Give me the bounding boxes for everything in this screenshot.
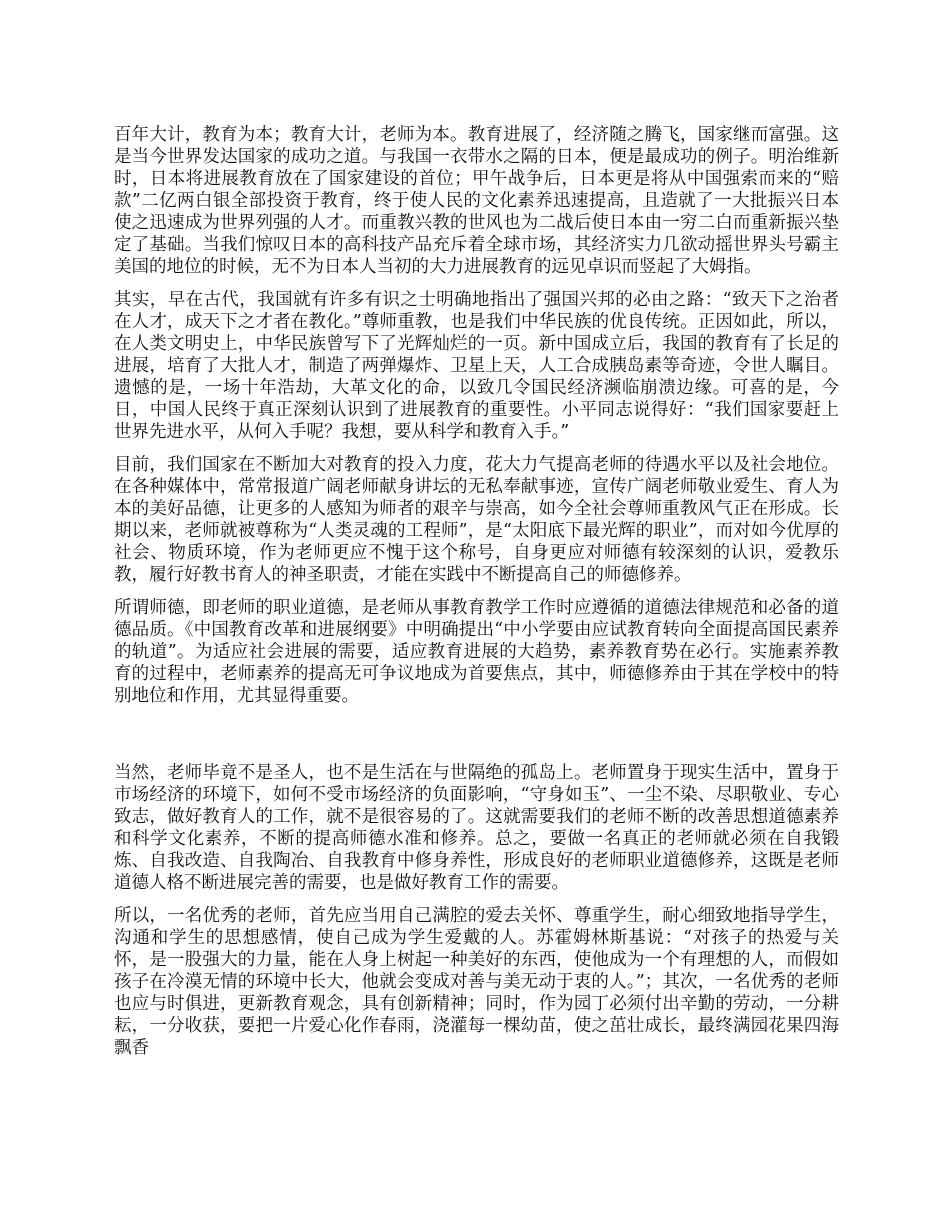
paragraph-3: 目前，我们国家在不断加大对教育的投入力度，花大力气提高老师的待遇水平以及社会地位。在各种媒体中，常常报道广阔老师献身讲坛的无私奉献事迹，宣传广阔老师敬业爱生、育人为本的美好品德，让更多的人感知为师者的艰辛与崇高，如今全社会尊师重教风气正在形成。长期以来，老师就被尊称为“人类灵魂的工程师”，是“太阳底下最光辉的职业”，而对如今优厚的社会、物质环境，作为老师更应不愧于这个称号，自身更应对师德有较深刻的认识，爱教乐教，履行好教书育人的神圣职责，才能在实践中不断提高自己的师德修养。 <box>114 455 839 585</box>
paragraph-2: 其实，早在古代，我国就有许多有识之士明确地指出了强国兴邦的必由之路：“致天下之治者在人才，成天下之才者在教化。”尊师重教，也是我们中华民族的优良传统。正因如此，所以，在人类文明史上，中华民族曾写下了光辉灿烂的一页。新中国成立后，我国的教育有了长足的进展，培育了大批人才，制造了两弹爆炸、卫星上天，人工合成胰岛素等奇迹，令世人瞩目。遗憾的是，一场十年浩劫，大革文化的命，以致几令国民经济濒临崩溃边缘。可喜的是，今日，中国人民终于真正深刻认识到了进展教育的重要性。小平同志说得好：“我们国家要赶上世界先进水平，从何入手呢？我想，要从科学和教育入手。” <box>114 290 839 442</box>
document-body <box>114 124 839 1070</box>
section-gap <box>114 718 839 762</box>
paragraph-6: 所以，一名优秀的老师，首先应当用自己满腔的爱去关怀、尊重学生，耐心细致地指导学生，沟通和学生的思想感情，使自己成为学生爱戴的人。苏霍姆林斯基说：“对孩子的热爱与关怀，是一股强大的力量，能在人身上树起一种美好的东西，使他成为一个有理想的人，而假如孩子在冷漠无情的环境中长大，他就会变成对善与美无动于衷的人。”；其次，一名优秀的老师也应与时俱进，更新教育观念，具有创新精神；同时，作为园丁必须付出辛勤的劳动，一分耕耘，一分收获，要把一片爱心化作春雨，浇灌每一棵幼苗，使之茁壮成长，最终满园花果四海飘香 <box>114 906 839 1058</box>
paragraph-1: 百年大计，教育为本；教育大计，老师为本。教育进展了，经济随之腾飞，国家继而富强。这是当今世界发达国家的成功之道。与我国一衣带水之隔的日本，便是最成功的例子。明治维新时，日本将进展教育放在了国家建设的首位；甲午战争后，日本更是将从中国强索而来的“赔款”二亿两白银全部投资于教育，终于使人民的文化素养迅速提高，且造就了一大批振兴日本使之迅速成为世界列强的人才。而重教兴教的世风也为二战后使日本由一穷二白而重新振兴垫定了基础。当我们惊叹日本的高科技产品充斥着全球市场，其经济实力几欲动摇世界头号霸主美国的地位的时候，无不为日本人当初的大力进展教育的远见卓识而竖起了大姆指。 <box>114 125 839 277</box>
paragraph-4: 所谓师德，即老师的职业道德，是老师从事教育教学工作时应遵循的道德法律规范和必备的道德品质。《中国教育改革和进展纲要》中明确提出“中小学要由应试教育转向全面提高国民素养的轨道”。为适应社会进展的需要，适应教育进展的大趋势，素养教育势在必行。实施素养教育的过程中，老师素养的提高无可争议地成为首要焦点，其中，师德修养由于其在学校中的特别地位和作用，尤其显得重要。 <box>114 598 839 706</box>
paragraph-5: 当然，老师毕竟不是圣人，也不是生活在与世隔绝的孤岛上。老师置身于现实生活中，置身于市场经济的环境下，如何不受市场经济的负面影响，“守身如玉”、一尘不染、尽职敬业、专心致志，做好教育人的工作，就不是很容易的了。这就需要我们的老师不断的改善思想道德素养和科学文化素养，不断的提高师德水准和修养。总之，要做一名真正的老师就必须在自我锻炼、自我改造、自我陶冶、自我教育中修身养性，形成良好的老师职业道德修养，这既是老师道德人格不断进展完善的需要，也是做好教育工作的需要。 <box>114 763 839 893</box>
